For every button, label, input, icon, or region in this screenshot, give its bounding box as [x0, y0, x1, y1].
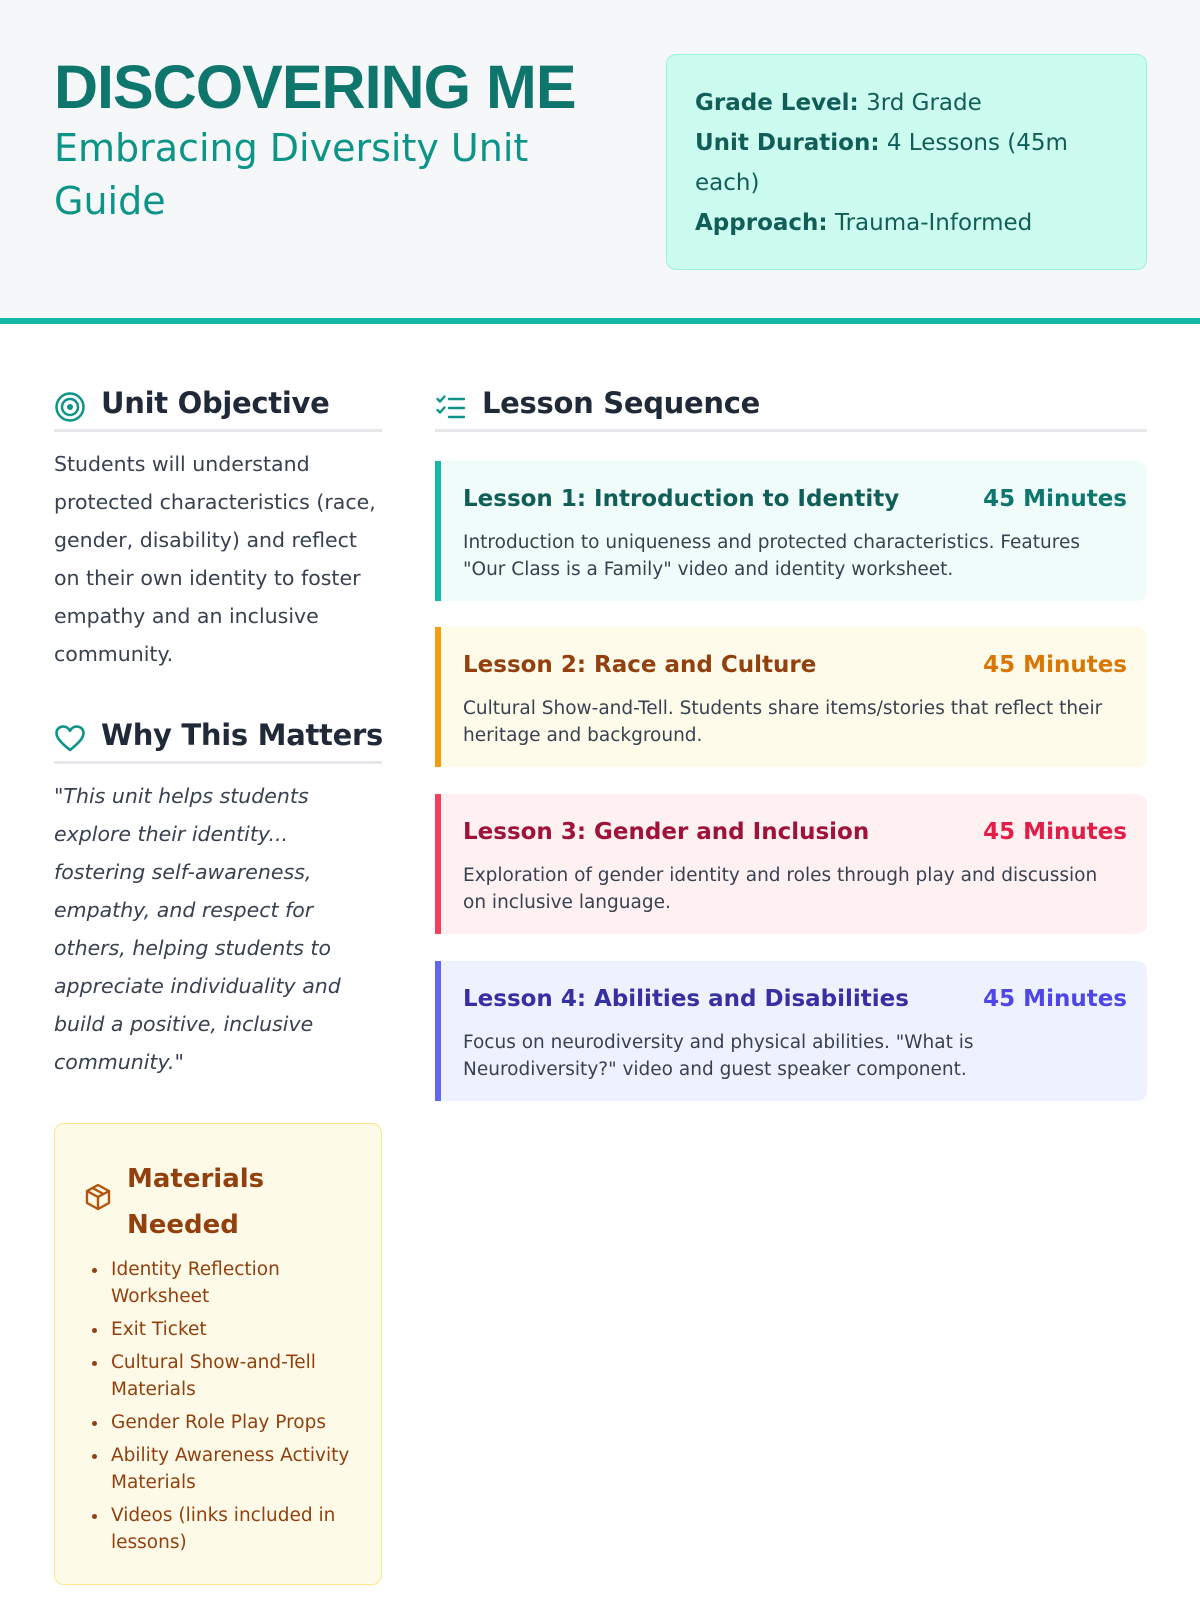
lesson-card-1: [435, 461, 1147, 601]
lesson-description: Focus on neurodiversity and physical abilities. "What is Neurodiversity?" video and guest speaker component.: [463, 1032, 974, 1080]
approach-row: [695, 203, 1118, 243]
materials-item: • Cultural Show-and-Tell Materials: [109, 1349, 371, 1403]
list-checks-icon: [435, 391, 467, 423]
materials-item: • Videos (links included in lessons): [109, 1502, 371, 1556]
lesson-title: Lesson 2: Race and Culture: [463, 652, 817, 678]
why-this-matters-title: Why This Matters: [101, 718, 383, 752]
lesson-card-2: [435, 627, 1147, 767]
lesson-duration: 45 Minutes: [983, 652, 1127, 678]
materials-list: [109, 1256, 371, 1562]
unit-objective-text: Students will understand protected characteristics (race, gender, disability) and reflect on their own identity to foster empathy and an inclusive community.: [54, 452, 376, 666]
unit-duration-row: [695, 123, 1118, 203]
unit-objective-title: Unit Objective: [101, 386, 330, 420]
materials-item: • Exit Ticket: [109, 1316, 371, 1343]
lesson-title: Lesson 3: Gender and Inclusion: [463, 819, 870, 845]
lesson-card-4: [435, 961, 1147, 1101]
lesson-duration: 45 Minutes: [983, 819, 1127, 845]
heart-icon: [54, 723, 86, 755]
lesson-duration: 45 Minutes: [983, 486, 1127, 512]
page-header: [0, 0, 1200, 324]
unit-duration-value: 4 Lessons (45m each): [695, 130, 1068, 196]
grade-level-row: [695, 83, 1118, 123]
materials-item: • Ability Awareness Activity Materials: [109, 1442, 371, 1496]
unit-objective-heading: [54, 382, 382, 432]
lesson-title: Lesson 1: Introduction to Identity: [463, 486, 900, 512]
target-icon: [54, 391, 86, 423]
materials-item: • Gender Role Play Props: [109, 1409, 371, 1436]
unit-duration-label: Unit Duration:: [695, 130, 880, 156]
approach-label: Approach:: [695, 210, 828, 236]
materials-title: Materials Needed: [127, 1164, 265, 1240]
page-subtitle: Embracing Diversity Unit Guide: [54, 126, 529, 223]
unit-info-box: [666, 54, 1147, 270]
lesson-description: Cultural Show-and-Tell. Students share items/stories that reflect their heritage and background.: [463, 698, 1103, 746]
why-this-matters-quote: "This unit helps students explore their identity... fostering self-awareness, empathy, and respect for others, helping students to appreciate individuality and build a positive, inclusive community.": [54, 784, 341, 1074]
materials-box: [54, 1123, 382, 1585]
lesson-description: Exploration of gender identity and roles through play and discussion on inclusive language.: [463, 865, 1098, 913]
lesson-title: Lesson 4: Abilities and Disabilities: [463, 986, 909, 1012]
lesson-description: Introduction to uniqueness and protected characteristics. Features "Our Class is a Family" video and identity worksheet.: [463, 532, 1080, 580]
lesson-sequence-title: Lesson Sequence: [482, 386, 760, 420]
lesson-card-3: [435, 794, 1147, 934]
grade-level-label: Grade Level:: [695, 90, 859, 116]
grade-level-value: 3rd Grade: [866, 90, 982, 116]
page-title: DISCOVERING ME: [54, 53, 576, 121]
why-this-matters-heading: [54, 714, 382, 764]
lesson-sequence-heading: [435, 382, 1147, 432]
lesson-duration: 45 Minutes: [983, 986, 1127, 1012]
approach-value: Trauma-Informed: [834, 210, 1033, 236]
materials-item: • Identity Reflection Worksheet: [109, 1256, 371, 1310]
package-icon: [83, 1182, 113, 1212]
